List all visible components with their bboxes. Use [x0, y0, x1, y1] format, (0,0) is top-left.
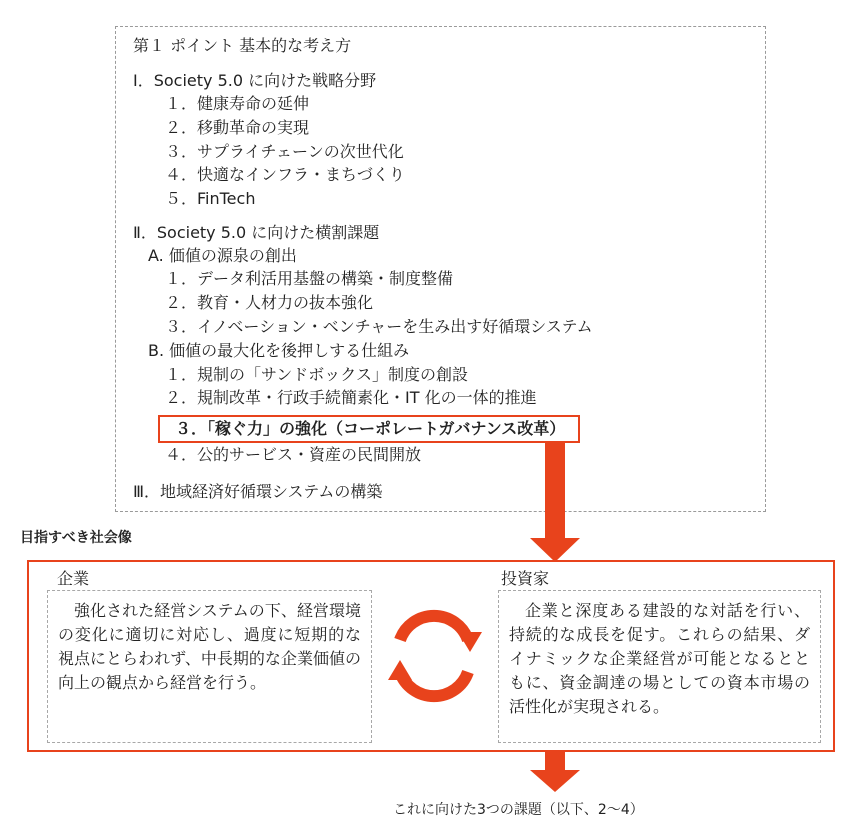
group-b-item: ４．公的サービス・資産の民間開放 — [165, 445, 422, 464]
section-1-item: １．健康寿命の延伸 — [165, 94, 310, 113]
section-3-heading: Ⅲ．地域経済好循環システムの構築 — [133, 482, 383, 501]
company-label: 企業 — [57, 569, 90, 588]
cycle-arrows-icon — [400, 616, 468, 696]
group-a-item: ３．イノベーション・ベンチャーを生み出す好循環システム — [165, 317, 593, 336]
group-a-item: ２．教育・人材力の抜本強化 — [165, 293, 374, 312]
section-1-item: ４．快適なインフラ・まちづくり — [165, 165, 405, 184]
down-arrow-upper — [530, 443, 580, 562]
group-a-item: １．データ利活用基盤の構築・制度整備 — [165, 269, 454, 288]
down-arrow-lower — [530, 752, 580, 792]
section-2-heading: Ⅱ．Society 5.0 に向けた横割課題 — [133, 223, 380, 242]
highlighted-item: ３．「稼ぐ力」の強化（コーポレートガバナンス改革） — [175, 419, 566, 438]
section-1-item: ５．FinTech — [165, 189, 256, 208]
company-description: 強化された経営システムの下、経営環境の変化に適切に対応し、過度に短期的な視点にとらわれず、中長期的な企業価値の向上の観点から経営を行う。 — [47, 590, 372, 743]
group-b-item: ２．規制改革・行政手続簡素化・IT 化の一体的推進 — [165, 388, 537, 407]
group-a-heading: A. 価値の源泉の創出 — [148, 246, 297, 265]
section-1-item: ２．移動革命の実現 — [165, 118, 310, 137]
group-b-heading: B. 価値の最大化を後押しする仕組み — [148, 341, 410, 360]
footer-caption: これに向けた3つの課題（以下、2～4） — [393, 802, 644, 818]
vision-label: 目指すべき社会像 — [20, 530, 132, 546]
investor-description: 企業と深度ある建設的な対話を行い、持続的な成長を促す。これらの結果、ダイナミックな企業経営が可能となるとともに、資金調達の場としての資本市場の活性化が実現される。 — [498, 590, 821, 743]
investor-label: 投資家 — [501, 569, 550, 588]
group-b-item: １．規制の「サンドボックス」制度の創設 — [165, 365, 469, 384]
section-1-heading: Ⅰ．Society 5.0 に向けた戦略分野 — [133, 71, 377, 90]
section-1-item: ３．サプライチェーンの次世代化 — [165, 142, 404, 161]
outline-title: 第１ ポイント 基本的な考え方 — [133, 36, 352, 55]
